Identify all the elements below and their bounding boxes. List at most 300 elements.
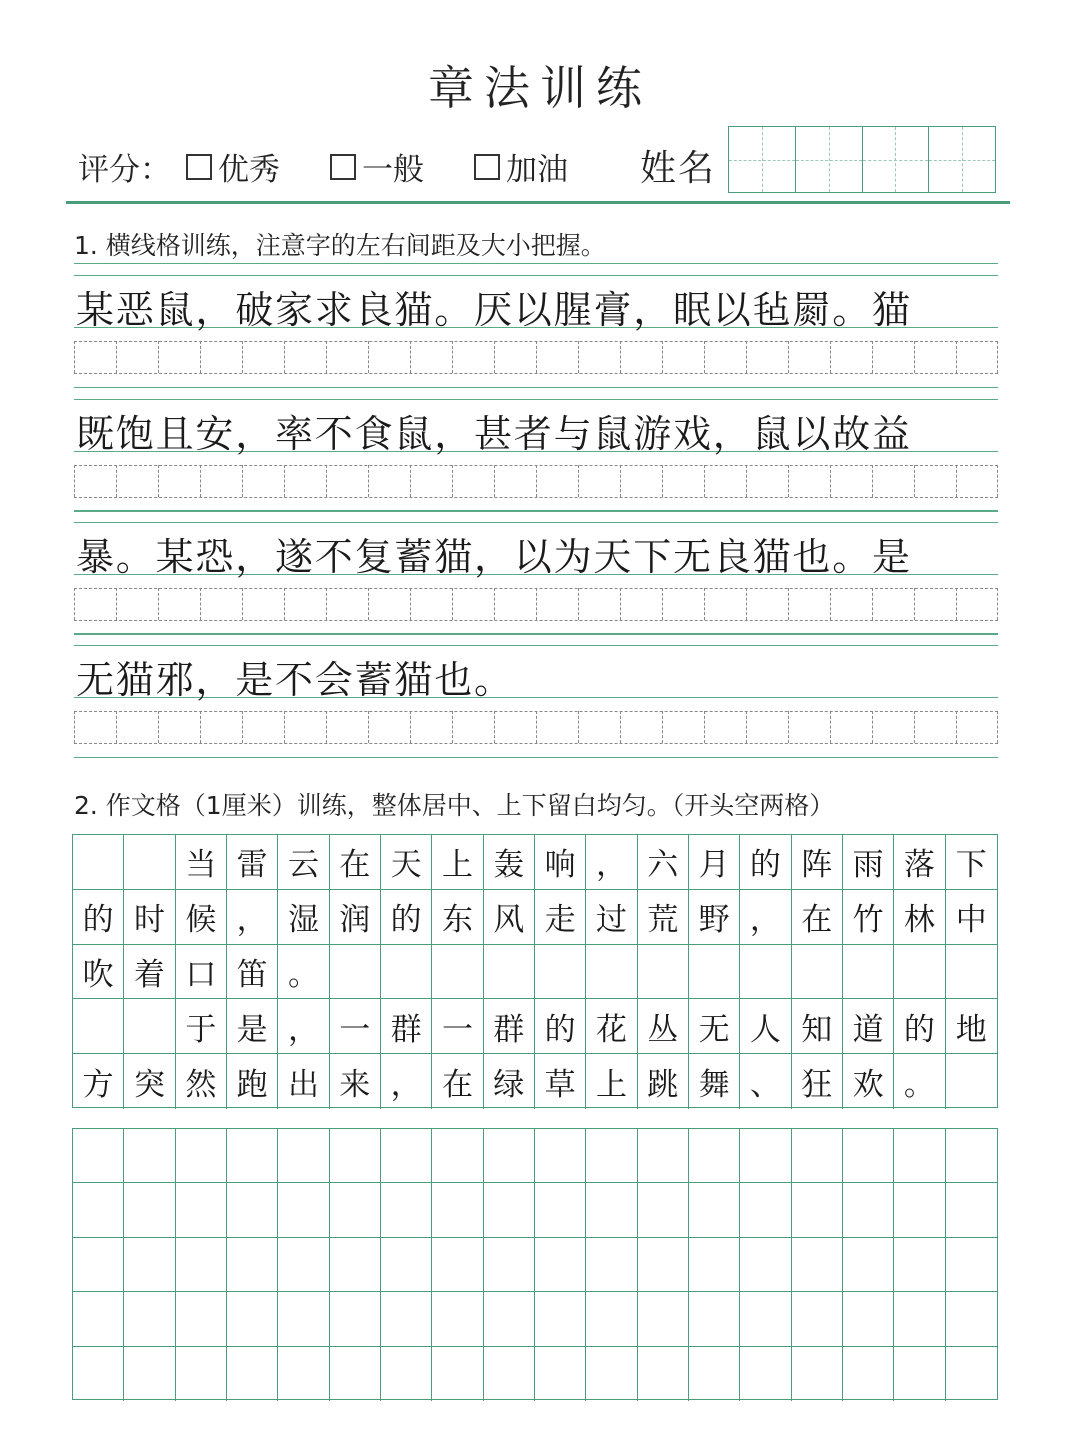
composition-cell[interactable]: 云 — [278, 835, 329, 890]
dashed-column-divider — [368, 341, 369, 373]
empty-grid-cell[interactable] — [484, 1347, 535, 1401]
empty-grid-cell[interactable] — [484, 1292, 535, 1346]
guide-line — [74, 757, 998, 758]
lined-row-block — [74, 387, 998, 511]
empty-grid-cell[interactable] — [330, 1292, 381, 1346]
empty-grid-cell[interactable] — [638, 1129, 689, 1183]
empty-grid-cell[interactable] — [894, 1183, 945, 1237]
composition-cell[interactable] — [484, 945, 535, 1000]
dashed-column-divider — [746, 588, 747, 620]
composition-cell[interactable] — [124, 835, 175, 890]
dashed-column-divider — [242, 711, 243, 743]
practice-text-line: 无猫邪，是不会蓄猫也。 — [76, 658, 514, 702]
empty-grid-cell[interactable] — [176, 1129, 227, 1183]
composition-cell[interactable]: 在 — [330, 835, 381, 890]
dashed-column-divider — [200, 341, 201, 373]
empty-grid-cell[interactable] — [330, 1347, 381, 1401]
composition-cell[interactable]: 地 — [946, 999, 997, 1054]
composition-cell[interactable]: 舞 — [689, 1054, 740, 1109]
empty-grid-cell[interactable] — [330, 1129, 381, 1183]
composition-grid — [72, 834, 998, 1108]
rating-option-keep-going[interactable] — [474, 144, 568, 189]
empty-grid-cell[interactable] — [689, 1292, 740, 1346]
guide-line — [74, 275, 998, 276]
composition-row — [73, 945, 997, 1000]
dashed-column-divider — [284, 588, 285, 620]
dashed-column-divider — [326, 341, 327, 373]
empty-grid-cell[interactable] — [792, 1129, 843, 1183]
empty-grid-cell[interactable] — [843, 1183, 894, 1237]
empty-grid-cell[interactable] — [689, 1238, 740, 1292]
composition-row — [73, 835, 997, 890]
dashed-column-divider — [242, 465, 243, 497]
empty-grid-cell[interactable] — [73, 1347, 124, 1401]
composition-cell[interactable]: 丛 — [638, 999, 689, 1054]
empty-grid-cell[interactable] — [381, 1183, 432, 1237]
composition-cell[interactable]: ， — [227, 890, 278, 945]
rating-option-label: 优秀 — [218, 152, 280, 188]
dashed-column-divider — [914, 588, 915, 620]
empty-grid-cell[interactable] — [73, 1183, 124, 1237]
lined-row-block — [74, 510, 998, 634]
composition-cell[interactable]: 阵 — [792, 835, 843, 890]
composition-cell[interactable]: 六 — [638, 835, 689, 890]
dashed-column-divider — [158, 711, 159, 743]
dashed-column-divider — [914, 341, 915, 373]
empty-grid-cell[interactable] — [227, 1238, 278, 1292]
dashed-column-divider — [830, 465, 831, 497]
composition-row — [73, 1054, 997, 1109]
dashed-column-divider — [788, 465, 789, 497]
dashed-guide-line — [74, 620, 998, 621]
composition-cell[interactable]: 然 — [176, 1054, 227, 1109]
empty-grid-cell[interactable] — [484, 1129, 535, 1183]
dashed-column-divider — [284, 711, 285, 743]
dashed-column-divider — [200, 711, 201, 743]
composition-cell[interactable]: 下 — [946, 835, 997, 890]
empty-grid-cell[interactable] — [124, 1238, 175, 1292]
empty-grid-cell[interactable] — [535, 1292, 586, 1346]
composition-cell[interactable]: 着 — [124, 945, 175, 1000]
empty-grid-row — [73, 1238, 997, 1292]
empty-grid-cell[interactable] — [124, 1347, 175, 1401]
dashed-column-divider — [620, 341, 621, 373]
composition-cell[interactable]: 月 — [689, 835, 740, 890]
practice-text-line: 某恶鼠，破家求良猫。厌以腥膏，眠以毡罽。猫 — [76, 288, 912, 332]
composition-cell[interactable] — [432, 945, 483, 1000]
empty-grid-cell[interactable] — [894, 1347, 945, 1401]
empty-grid-cell[interactable] — [73, 1292, 124, 1346]
dashed-column-divider — [620, 465, 621, 497]
empty-grid-cell[interactable] — [381, 1347, 432, 1401]
composition-cell[interactable]: 湿 — [278, 890, 329, 945]
composition-cell[interactable]: 竹 — [843, 890, 894, 945]
name-cell[interactable] — [796, 127, 863, 192]
empty-grid-cell[interactable] — [278, 1238, 329, 1292]
composition-cell[interactable]: 上 — [432, 835, 483, 890]
empty-grid-cell[interactable] — [484, 1238, 535, 1292]
empty-grid-cell[interactable] — [535, 1183, 586, 1237]
practice-text-line: 暴。某恐，遂不复蓄猫，以为天下无良猫也。是 — [76, 535, 912, 579]
checkbox-icon[interactable] — [330, 154, 356, 180]
dashed-column-divider — [997, 341, 998, 373]
composition-cell[interactable] — [73, 835, 124, 890]
dashed-column-divider — [494, 588, 495, 620]
empty-grid-cell[interactable] — [638, 1183, 689, 1237]
composition-cell[interactable]: 绿 — [484, 1054, 535, 1109]
composition-cell[interactable]: 风 — [484, 890, 535, 945]
dashed-column-divider — [746, 711, 747, 743]
composition-cell[interactable]: 一 — [432, 999, 483, 1054]
dashed-column-divider — [494, 711, 495, 743]
empty-grid-cell[interactable] — [176, 1238, 227, 1292]
dashed-columns — [74, 588, 998, 620]
empty-grid-cell[interactable] — [946, 1292, 997, 1346]
empty-grid-cell[interactable] — [73, 1238, 124, 1292]
dashed-columns — [74, 465, 998, 497]
composition-cell[interactable]: 当 — [176, 835, 227, 890]
composition-cell[interactable] — [843, 945, 894, 1000]
empty-grid-cell[interactable] — [278, 1292, 329, 1346]
composition-cell[interactable] — [894, 945, 945, 1000]
empty-grid-cell[interactable] — [843, 1129, 894, 1183]
composition-cell[interactable]: 跑 — [227, 1054, 278, 1109]
composition-cell[interactable]: 跳 — [638, 1054, 689, 1109]
composition-cell[interactable]: 野 — [689, 890, 740, 945]
empty-grid-cell[interactable] — [740, 1292, 791, 1346]
empty-grid-cell[interactable] — [124, 1183, 175, 1237]
composition-cell[interactable]: 花 — [586, 999, 637, 1054]
composition-cell[interactable]: 的 — [73, 890, 124, 945]
dashed-column-divider — [536, 465, 537, 497]
composition-cell[interactable]: 吹 — [73, 945, 124, 1000]
empty-grid-cell[interactable] — [432, 1347, 483, 1401]
composition-cell[interactable]: 在 — [432, 1054, 483, 1109]
empty-grid-cell[interactable] — [124, 1129, 175, 1183]
composition-cell[interactable]: ， — [381, 1054, 432, 1109]
dashed-column-divider — [746, 341, 747, 373]
composition-cell[interactable]: 中 — [946, 890, 997, 945]
empty-grid-cell[interactable] — [176, 1347, 227, 1401]
composition-cell[interactable] — [73, 999, 124, 1054]
composition-cell[interactable]: 笛 — [227, 945, 278, 1000]
empty-grid-row — [73, 1347, 997, 1401]
dashed-column-divider — [788, 711, 789, 743]
empty-grid-cell[interactable] — [894, 1129, 945, 1183]
rating-option-label: 加油 — [506, 152, 568, 188]
composition-cell[interactable]: 响 — [535, 835, 586, 890]
empty-grid-cell[interactable] — [535, 1238, 586, 1292]
empty-grid-cell[interactable] — [843, 1347, 894, 1401]
composition-row — [73, 999, 997, 1054]
composition-cell[interactable]: 的 — [740, 835, 791, 890]
guide-line — [74, 387, 998, 388]
empty-grid-cell[interactable] — [740, 1183, 791, 1237]
dashed-column-divider — [704, 341, 705, 373]
dashed-column-divider — [452, 465, 453, 497]
dashed-columns — [74, 341, 998, 373]
dashed-column-divider — [997, 465, 998, 497]
composition-cell[interactable]: 群 — [484, 999, 535, 1054]
dashed-column-divider — [242, 588, 243, 620]
composition-cell[interactable]: 是 — [227, 999, 278, 1054]
composition-cell[interactable]: 于 — [176, 999, 227, 1054]
dashed-column-divider — [830, 588, 831, 620]
composition-cell[interactable]: ， — [740, 890, 791, 945]
empty-grid-row — [73, 1129, 997, 1183]
dashed-column-divider — [326, 588, 327, 620]
composition-cell[interactable] — [381, 945, 432, 1000]
dashed-column-divider — [956, 588, 957, 620]
rating-option-excellent[interactable] — [186, 144, 280, 189]
composition-cell[interactable]: 口 — [176, 945, 227, 1000]
dashed-column-divider — [704, 711, 705, 743]
composition-cell[interactable]: 道 — [843, 999, 894, 1054]
empty-grid-cell[interactable] — [73, 1129, 124, 1183]
composition-cell[interactable]: 。 — [278, 945, 329, 1000]
dashed-column-divider — [158, 465, 159, 497]
composition-row — [73, 890, 997, 945]
dashed-guide-line — [74, 373, 998, 374]
empty-grid-cell[interactable] — [278, 1347, 329, 1401]
composition-cell[interactable]: 在 — [792, 890, 843, 945]
dashed-column-divider — [956, 341, 957, 373]
empty-grid-cell[interactable] — [689, 1183, 740, 1237]
rating-option-average[interactable] — [330, 144, 424, 189]
dashed-column-divider — [956, 711, 957, 743]
empty-grid-cell[interactable] — [124, 1292, 175, 1346]
empty-grid-cell[interactable] — [535, 1129, 586, 1183]
composition-cell[interactable] — [535, 945, 586, 1000]
empty-grid-cell[interactable] — [586, 1292, 637, 1346]
dashed-column-divider — [452, 588, 453, 620]
empty-grid-row — [73, 1183, 997, 1237]
empty-grid-cell[interactable] — [894, 1292, 945, 1346]
empty-grid-cell[interactable] — [432, 1292, 483, 1346]
composition-cell[interactable]: 的 — [894, 999, 945, 1054]
name-cell[interactable] — [729, 127, 796, 192]
empty-grid-cell[interactable] — [946, 1238, 997, 1292]
rating-label: 评分： — [78, 152, 171, 188]
empty-grid-cell[interactable] — [946, 1347, 997, 1401]
composition-cell[interactable]: 狂 — [792, 1054, 843, 1109]
dashed-column-divider — [452, 711, 453, 743]
empty-grid-cell[interactable] — [586, 1183, 637, 1237]
empty-grid-cell[interactable] — [740, 1238, 791, 1292]
dashed-column-divider — [74, 711, 75, 743]
composition-cell[interactable]: 上 — [586, 1054, 637, 1109]
composition-cell[interactable]: 过 — [586, 890, 637, 945]
composition-cell[interactable]: 人 — [740, 999, 791, 1054]
composition-cell[interactable]: 来 — [330, 1054, 381, 1109]
composition-cell[interactable]: 的 — [535, 999, 586, 1054]
empty-grid-cell[interactable] — [638, 1347, 689, 1401]
dashed-column-divider — [368, 465, 369, 497]
composition-cell[interactable]: 润 — [330, 890, 381, 945]
empty-grid-cell[interactable] — [740, 1129, 791, 1183]
checkbox-icon[interactable] — [186, 154, 212, 180]
empty-grid-cell[interactable] — [689, 1129, 740, 1183]
empty-grid-cell[interactable] — [894, 1238, 945, 1292]
empty-grid-cell[interactable] — [638, 1238, 689, 1292]
dashed-column-divider — [620, 588, 621, 620]
composition-cell[interactable]: 知 — [792, 999, 843, 1054]
dashed-column-divider — [536, 588, 537, 620]
composition-cell[interactable]: 落 — [894, 835, 945, 890]
dashed-columns — [74, 711, 998, 743]
composition-cell[interactable]: ， — [278, 999, 329, 1054]
composition-cell[interactable] — [946, 1054, 997, 1109]
dashed-column-divider — [578, 341, 579, 373]
name-grid[interactable] — [728, 126, 996, 193]
composition-cell[interactable]: 轰 — [484, 835, 535, 890]
empty-grid-cell[interactable] — [586, 1129, 637, 1183]
dashed-column-divider — [410, 588, 411, 620]
composition-cell[interactable]: 出 — [278, 1054, 329, 1109]
empty-grid-cell[interactable] — [227, 1347, 278, 1401]
composition-cell[interactable]: 方 — [73, 1054, 124, 1109]
empty-grid-cell[interactable] — [946, 1183, 997, 1237]
empty-grid-cell[interactable] — [946, 1129, 997, 1183]
dashed-column-divider — [872, 341, 873, 373]
dashed-column-divider — [116, 341, 117, 373]
practice-text-line: 既饱且安，率不食鼠，甚者与鼠游戏，鼠以故益 — [76, 412, 912, 456]
dashed-column-divider — [158, 588, 159, 620]
empty-grid-cell[interactable] — [689, 1347, 740, 1401]
dashed-column-divider — [746, 465, 747, 497]
empty-grid-cell[interactable] — [792, 1238, 843, 1292]
composition-cell[interactable]: ， — [586, 835, 637, 890]
empty-grid-cell[interactable] — [586, 1347, 637, 1401]
name-cell[interactable] — [863, 127, 930, 192]
dashed-column-divider — [536, 711, 537, 743]
dashed-guide-line — [74, 497, 998, 498]
empty-grid-cell[interactable] — [278, 1183, 329, 1237]
empty-grid-cell[interactable] — [792, 1183, 843, 1237]
empty-grid-cell[interactable] — [381, 1292, 432, 1346]
empty-grid-cell[interactable] — [740, 1347, 791, 1401]
dashed-column-divider — [74, 465, 75, 497]
composition-cell[interactable]: 雷 — [227, 835, 278, 890]
guide-line — [74, 645, 998, 646]
checkbox-icon[interactable] — [474, 154, 500, 180]
empty-grid-cell[interactable] — [278, 1129, 329, 1183]
empty-grid-cell[interactable] — [843, 1238, 894, 1292]
section1-instruction: 1. 横线格训练，注意字的左右间距及大小把握。 — [74, 231, 606, 260]
composition-cell[interactable]: 时 — [124, 890, 175, 945]
dashed-column-divider — [284, 341, 285, 373]
empty-grid-cell[interactable] — [330, 1238, 381, 1292]
dashed-column-divider — [578, 465, 579, 497]
dashed-column-divider — [200, 465, 201, 497]
header-divider — [66, 201, 1010, 204]
composition-cell[interactable]: 天 — [381, 835, 432, 890]
dashed-column-divider — [956, 465, 957, 497]
dashed-column-divider — [494, 465, 495, 497]
dashed-column-divider — [620, 711, 621, 743]
dashed-column-divider — [410, 465, 411, 497]
empty-practice-grid — [72, 1128, 998, 1400]
empty-grid-cell[interactable] — [176, 1183, 227, 1237]
dashed-column-divider — [997, 588, 998, 620]
empty-grid-cell[interactable] — [176, 1292, 227, 1346]
composition-cell[interactable]: 雨 — [843, 835, 894, 890]
dashed-column-divider — [368, 588, 369, 620]
dashed-column-divider — [914, 711, 915, 743]
composition-cell[interactable]: 、 — [740, 1054, 791, 1109]
composition-cell[interactable] — [638, 945, 689, 1000]
composition-cell[interactable]: 无 — [689, 999, 740, 1054]
empty-grid-cell[interactable] — [381, 1238, 432, 1292]
rating-row — [78, 140, 718, 190]
composition-cell[interactable] — [586, 945, 637, 1000]
composition-cell[interactable]: 的 — [381, 890, 432, 945]
empty-grid-cell[interactable] — [330, 1183, 381, 1237]
dashed-column-divider — [662, 465, 663, 497]
composition-cell[interactable] — [946, 945, 997, 1000]
composition-cell[interactable]: 一 — [330, 999, 381, 1054]
composition-cell[interactable] — [124, 999, 175, 1054]
empty-grid-cell[interactable] — [638, 1292, 689, 1346]
dashed-column-divider — [242, 341, 243, 373]
empty-grid-cell[interactable] — [535, 1347, 586, 1401]
empty-grid-cell[interactable] — [432, 1129, 483, 1183]
composition-cell[interactable]: 林 — [894, 890, 945, 945]
dashed-column-divider — [788, 588, 789, 620]
empty-grid-cell[interactable] — [227, 1183, 278, 1237]
empty-grid-cell[interactable] — [586, 1238, 637, 1292]
composition-cell[interactable]: 候 — [176, 890, 227, 945]
empty-grid-cell[interactable] — [432, 1183, 483, 1237]
empty-grid-cell[interactable] — [227, 1129, 278, 1183]
composition-cell[interactable]: 荒 — [638, 890, 689, 945]
empty-grid-cell[interactable] — [227, 1292, 278, 1346]
dashed-column-divider — [284, 465, 285, 497]
empty-grid-cell[interactable] — [432, 1238, 483, 1292]
dashed-column-divider — [662, 711, 663, 743]
empty-grid-cell[interactable] — [381, 1129, 432, 1183]
guide-line — [74, 263, 998, 264]
dashed-column-divider — [872, 711, 873, 743]
dashed-column-divider — [326, 465, 327, 497]
composition-cell[interactable]: 东 — [432, 890, 483, 945]
composition-cell[interactable] — [792, 945, 843, 1000]
empty-grid-cell[interactable] — [484, 1183, 535, 1237]
composition-cell[interactable] — [689, 945, 740, 1000]
composition-cell[interactable]: 。 — [894, 1054, 945, 1109]
composition-cell[interactable] — [740, 945, 791, 1000]
composition-cell[interactable]: 突 — [124, 1054, 175, 1109]
composition-cell[interactable]: 欢 — [843, 1054, 894, 1109]
empty-grid-cell[interactable] — [792, 1347, 843, 1401]
rating-option-label: 一般 — [362, 152, 424, 188]
dashed-column-divider — [997, 711, 998, 743]
composition-cell[interactable]: 草 — [535, 1054, 586, 1109]
name-label: 姓名 — [640, 148, 717, 189]
composition-cell[interactable] — [330, 945, 381, 1000]
empty-grid-cell[interactable] — [792, 1292, 843, 1346]
dashed-column-divider — [116, 465, 117, 497]
composition-cell[interactable]: 走 — [535, 890, 586, 945]
name-cell[interactable] — [929, 127, 995, 192]
composition-cell[interactable]: 群 — [381, 999, 432, 1054]
dashed-column-divider — [830, 711, 831, 743]
dashed-column-divider — [914, 465, 915, 497]
empty-grid-cell[interactable] — [843, 1292, 894, 1346]
empty-grid-row — [73, 1292, 997, 1346]
page-title: 章法训练 — [428, 61, 652, 115]
dashed-column-divider — [536, 341, 537, 373]
